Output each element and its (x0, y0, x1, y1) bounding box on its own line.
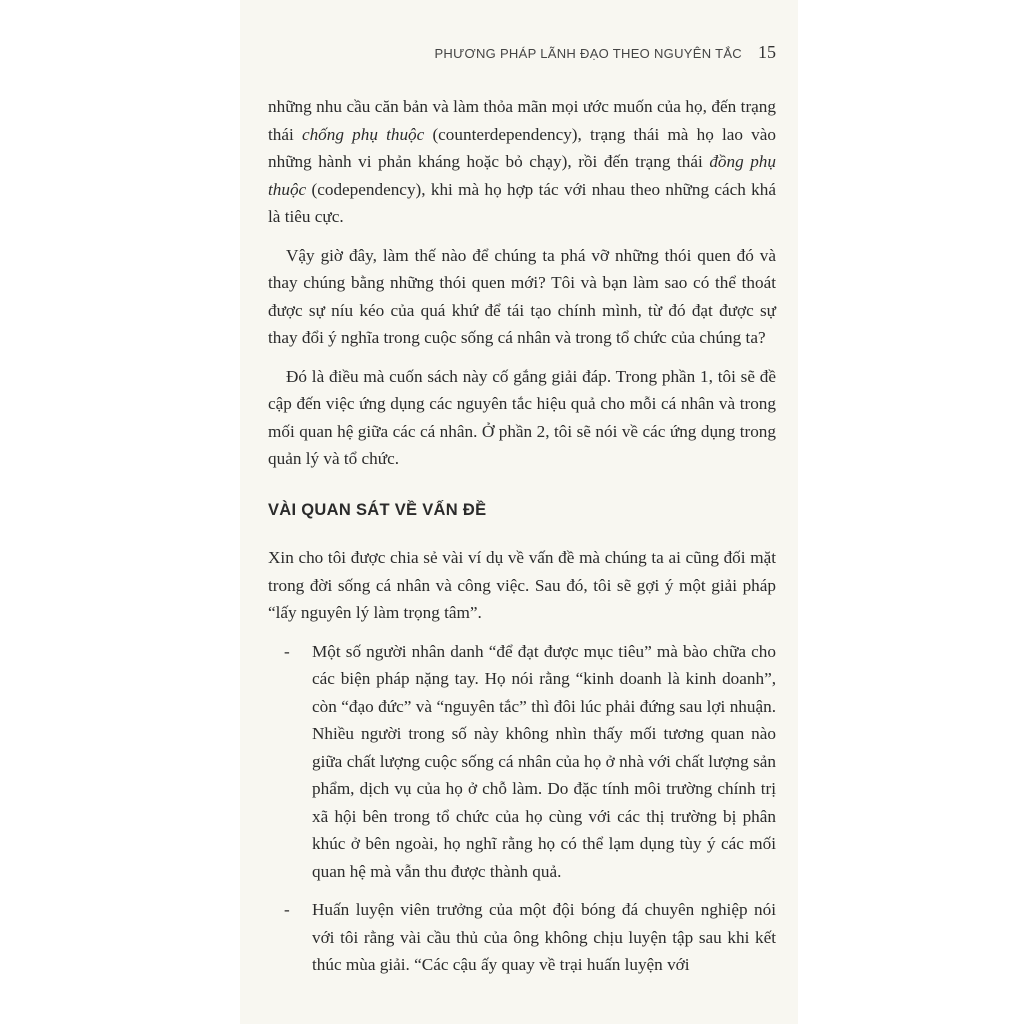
paragraph-1-text-b: (counterdependency), trạng thái mà họ lao vào những hành vi phản kháng hoặc bỏ chạy), rồi đến trạng thái (268, 124, 776, 171)
bullet-item (268, 896, 776, 979)
page-number: 15 (758, 42, 776, 62)
paragraph-1 (268, 93, 776, 231)
bullet-text: Một số người nhân danh “để đạt được mục tiêu” mà bào chữa cho các biện pháp nặng tay. Họ nói rằng “kinh doanh là kinh doanh”, còn “đạo đức” và “nguyên tắc” thì đôi lúc phải đứng sau lợi nhuận. Nhiều người trong số này không nhìn thấy mối tương quan nào giữa chất lượng cuộc sống cá nhân của họ ở nhà với chất lượng sản phẩm, dịch vụ của họ ở chỗ làm. Do đặc tính môi trường chính trị xã hội bên trong tổ chức của họ cùng với các thị trường bị phân khúc ở bên ngoài, họ nghĩ rằng họ có thể lạm dụng tùy ý các mối quan hệ mà vẫn thu được thành quả. (312, 641, 776, 881)
paragraph-1-emphasis-2: đồng phụ thuộc (268, 152, 776, 199)
paragraph-2: Vậy giờ đây, làm thế nào để chúng ta phá vỡ những thói quen đó và thay chúng bằng những thói quen mới? Tôi và bạn làm sao có thể thoát được sự níu kéo của quá khứ để tái tạo chính mình, từ đó đạt được sự thay đổi ý nghĩa trong cuộc sống cá nhân và trong tổ chức của chúng ta? (268, 245, 776, 347)
paragraph-3: Đó là điều mà cuốn sách này cố gắng giải đáp. Trong phần 1, tôi sẽ đề cập đến việc ứng dụng các nguyên tắc hiệu quả cho mỗi cá nhân và trong mối quan hệ giữa các cá nhân. Ở phần 2, tôi sẽ nói về các ứng dụng trong quản lý và tổ chức. (268, 366, 776, 468)
running-header (434, 42, 776, 63)
paragraph-4: Xin cho tôi được chia sẻ vài ví dụ về vấn đề mà chúng ta ai cũng đối mặt trong đời sống cá nhân và công việc. Sau đó, tôi sẽ gợi ý một giải pháp “lấy nguyên lý làm trọng tâm”. (268, 548, 776, 622)
paragraph-1-text-c: (codependency), khi mà họ hợp tác với nhau theo những cách khá là tiêu cực. (268, 179, 776, 226)
book-page (240, 0, 798, 1024)
running-title: PHƯƠNG PHÁP LÃNH ĐẠO THEO NGUYÊN TẮC (434, 46, 742, 61)
bullet-text: Huấn luyện viên trưởng của một đội bóng đá chuyên nghiệp nói với tôi rằng vài cầu thủ của ông không chịu luyện tập sau khi kết thúc mùa giải. “Các cậu ấy quay về trại huấn luyện với (312, 900, 776, 974)
body-text (268, 93, 776, 990)
paragraph-1-text-a: những nhu cầu căn bản và làm thỏa mãn mọi ước muốn của họ, đến trạng thái (268, 97, 776, 144)
bullet-item (268, 638, 776, 886)
paragraph-1-emphasis-1: chống phụ thuộc (301, 124, 425, 144)
bullet-dash: - (284, 641, 290, 661)
section-heading: VÀI QUAN SÁT VỀ VẤN ĐỀ (268, 500, 487, 519)
bullet-dash: - (284, 900, 290, 919)
